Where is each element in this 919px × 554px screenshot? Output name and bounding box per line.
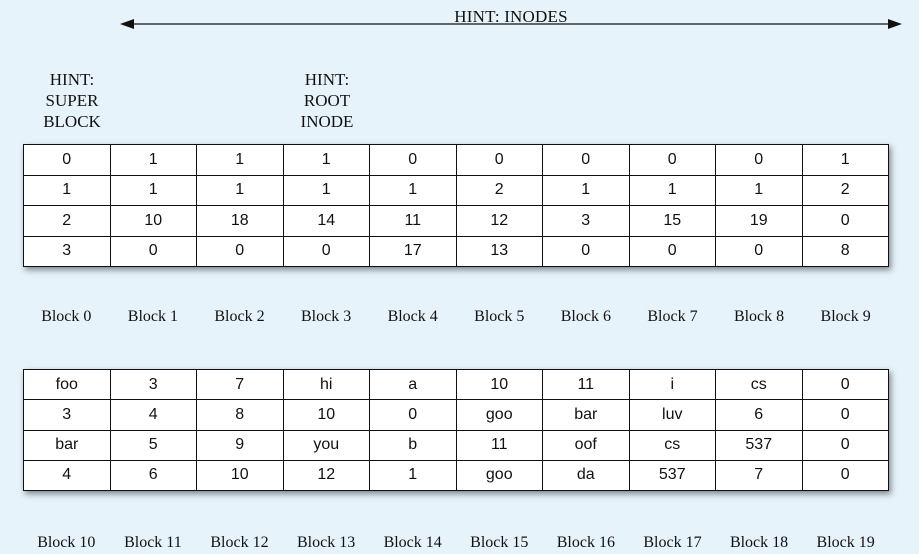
- block-cell: 1: [370, 460, 457, 490]
- table-row: [24, 370, 889, 400]
- block-labels-bottom: [23, 534, 889, 552]
- block-cell: 1: [629, 175, 716, 206]
- block-label: Block 10: [37, 534, 96, 551]
- block-label: Block 3: [300, 308, 352, 325]
- hint-super-line: SUPER: [45, 91, 99, 110]
- block-label: Block 16: [556, 534, 615, 551]
- block-cell: 11: [543, 370, 630, 400]
- table-row: [24, 400, 889, 430]
- block-cell: 1: [370, 175, 457, 206]
- block-cell: 4: [24, 460, 111, 490]
- block-cell: 4: [110, 400, 197, 430]
- block-cell: 3: [24, 400, 111, 430]
- block-labels-top: [23, 308, 889, 326]
- block-cell: 10: [197, 460, 284, 490]
- block-cell: b: [370, 430, 457, 460]
- block-cell: 2: [456, 175, 543, 206]
- block-cell: cs: [716, 370, 803, 400]
- block-cell: 7: [197, 370, 284, 400]
- block-label: Block 7: [647, 308, 698, 325]
- block-label: Block 12: [210, 534, 269, 551]
- block-cell: 1: [197, 175, 284, 206]
- block-cell: 14: [283, 206, 370, 237]
- block-cell: goo: [456, 400, 543, 430]
- block-label: Block 14: [383, 534, 442, 551]
- block-cell: 18: [197, 206, 284, 237]
- block-cell: 1: [802, 145, 889, 176]
- block-cell: oof: [543, 430, 630, 460]
- block-cell: 1: [283, 175, 370, 206]
- hint-root-line: ROOT: [303, 91, 351, 110]
- block-cell: 19: [716, 206, 803, 237]
- block-cell: 0: [802, 206, 889, 237]
- block-cell: 0: [716, 236, 803, 267]
- block-cell: 0: [629, 236, 716, 267]
- block-cell: 1: [110, 175, 197, 206]
- block-cell: 8: [802, 236, 889, 267]
- block-cell: 537: [629, 460, 716, 490]
- block-cell: 3: [110, 370, 197, 400]
- block-cell: 1: [197, 145, 284, 176]
- block-cell: 8: [197, 400, 284, 430]
- block-cell: 0: [802, 370, 889, 400]
- block-label: Block 13: [296, 534, 356, 551]
- block-cell: 11: [456, 430, 543, 460]
- block-cell: 2: [802, 175, 889, 206]
- block-label: Block 17: [643, 534, 702, 551]
- block-cell: 0: [456, 145, 543, 176]
- block-cell: 3: [543, 206, 630, 237]
- block-cell: you: [283, 430, 370, 460]
- block-cell: foo: [24, 370, 111, 400]
- block-cell: 1: [543, 175, 630, 206]
- block-cell: 1: [24, 175, 111, 206]
- block-cell: 0: [543, 145, 630, 176]
- block-cell: i: [629, 370, 716, 400]
- blocks-0-9-grid: [23, 144, 889, 267]
- block-label: Block 8: [733, 308, 785, 325]
- table-row: [24, 460, 889, 490]
- block-table-bottom: [23, 369, 889, 491]
- block-label: Block 0: [41, 308, 92, 325]
- block-label: Block 5: [474, 308, 525, 325]
- inodes-range-arrow: [120, 6, 902, 40]
- block-cell: luv: [629, 400, 716, 430]
- hint-root-line: HINT:: [304, 70, 350, 89]
- blocks-10-19-grid: [23, 369, 889, 491]
- hint-super-line: HINT:: [49, 70, 95, 89]
- hint-inodes-label: HINT: INODES: [454, 7, 568, 26]
- block-label: Block 6: [560, 308, 611, 325]
- block-cell: 0: [543, 236, 630, 267]
- table-row: [24, 236, 889, 267]
- block-cell: 10: [283, 400, 370, 430]
- block-cell: hi: [283, 370, 370, 400]
- block-cell: 1: [283, 145, 370, 176]
- block-cell: 0: [110, 236, 197, 267]
- block-cell: goo: [456, 460, 543, 490]
- block-cell: 6: [716, 400, 803, 430]
- block-cell: 11: [370, 206, 457, 237]
- block-cell: 15: [629, 206, 716, 237]
- block-cell: 13: [456, 236, 543, 267]
- block-label: Block 4: [387, 308, 438, 325]
- block-cell: 7: [716, 460, 803, 490]
- block-cell: cs: [629, 430, 716, 460]
- block-cell: da: [543, 460, 630, 490]
- block-cell: 9: [197, 430, 284, 460]
- hint-super-line: BLOCK: [43, 112, 101, 131]
- block-cell: 537: [716, 430, 803, 460]
- block-cell: 0: [802, 460, 889, 490]
- block-cell: a: [370, 370, 457, 400]
- block-cell: 12: [456, 206, 543, 237]
- block-cell: 12: [283, 460, 370, 490]
- block-cell: 0: [802, 430, 889, 460]
- block-cell: 17: [370, 236, 457, 267]
- block-label: Block 9: [820, 308, 871, 325]
- table-row: [24, 175, 889, 206]
- block-cell: 0: [716, 145, 803, 176]
- block-cell: 10: [110, 206, 197, 237]
- block-label: Block 11: [124, 534, 182, 551]
- block-cell: bar: [543, 400, 630, 430]
- block-cell: 0: [802, 400, 889, 430]
- block-cell: 0: [283, 236, 370, 267]
- block-cell: 0: [629, 145, 716, 176]
- block-label: Block 15: [470, 534, 529, 551]
- block-cell: 6: [110, 460, 197, 490]
- block-cell: 10: [456, 370, 543, 400]
- block-cell: 3: [24, 236, 111, 267]
- hint-root-inode: [282, 69, 372, 132]
- block-label: Block 2: [214, 308, 265, 325]
- table-row: [24, 145, 889, 176]
- block-cell: 1: [716, 175, 803, 206]
- block-cell: 0: [24, 145, 111, 176]
- block-label: Block 19: [816, 534, 875, 551]
- block-label: Block 18: [729, 534, 789, 551]
- block-cell: 2: [24, 206, 111, 237]
- block-cell: bar: [24, 430, 111, 460]
- block-label: Block 1: [127, 308, 178, 325]
- block-cell: 1: [110, 145, 197, 176]
- table-row: [24, 206, 889, 237]
- block-cell: 0: [370, 145, 457, 176]
- block-cell: 0: [197, 236, 284, 267]
- table-row: [24, 430, 889, 460]
- block-table-top: [23, 144, 889, 267]
- block-cell: 5: [110, 430, 197, 460]
- hint-root-line: INODE: [300, 112, 354, 131]
- hint-super-block: [27, 69, 117, 132]
- block-cell: 0: [370, 400, 457, 430]
